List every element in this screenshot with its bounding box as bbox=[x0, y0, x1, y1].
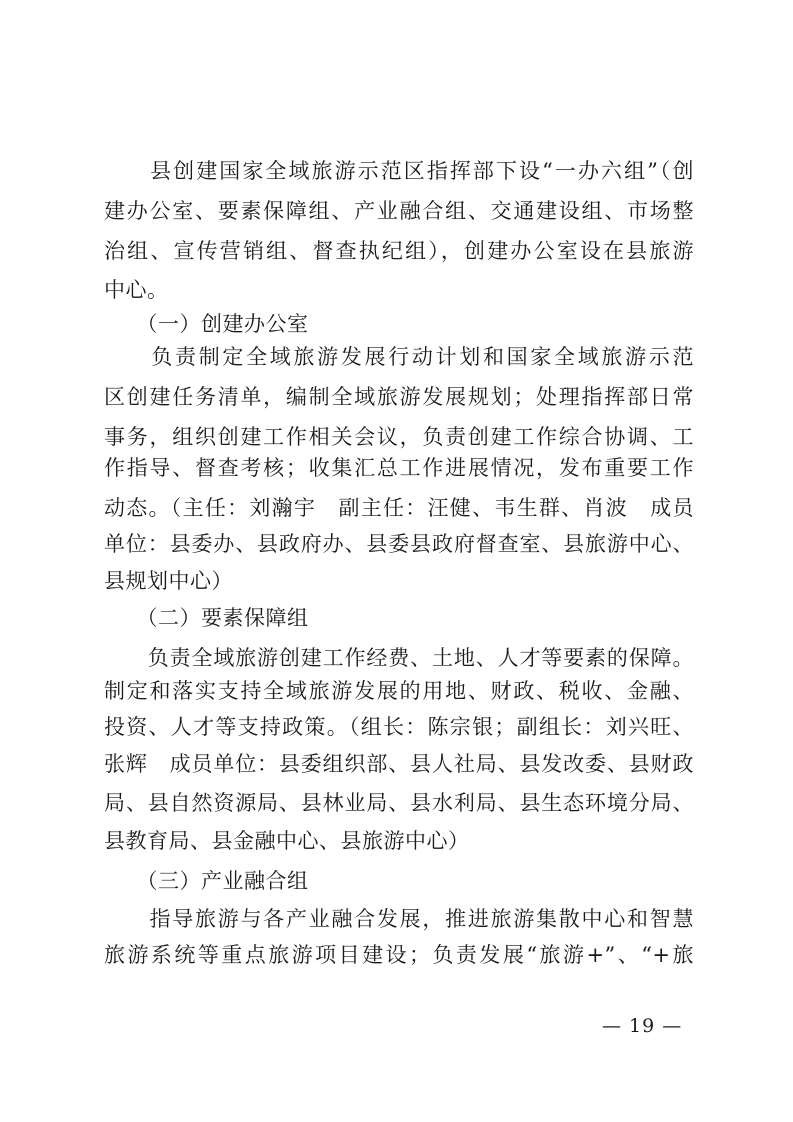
section-heading-1: （一）创建办公室 bbox=[104, 312, 309, 336]
page-number: — 19 — bbox=[602, 1015, 683, 1037]
text-line-18: 局、县自然资源局、县林业局、县水利局、县生态环境分局、 bbox=[104, 791, 694, 815]
text-line-8: 事务，组织创建工作相关会议，负责创建工作综合协调、工 bbox=[104, 425, 694, 449]
text-line-9: 作指导、督查考核；收集汇总工作进展情况，发布重要工作 bbox=[104, 456, 694, 480]
section-heading-3: （三）产业融合组 bbox=[104, 869, 309, 893]
text-line-2: 建办公室、要素保障组、产业融合组、交通建设组、市场整 bbox=[104, 199, 694, 223]
text-line-7: 区创建任务清单，编制全域旅游发展规划；处理指挥部日常 bbox=[104, 385, 694, 409]
text-line-1: 县创建国家全域旅游示范区指挥部下设“一办六组”（创 bbox=[104, 159, 694, 183]
text-line-4: 中心。 bbox=[104, 278, 169, 302]
text-line-15: 制定和落实支持全域旅游发展的用地、财政、税收、金融、 bbox=[104, 679, 694, 703]
text-line-12: 县规划中心） bbox=[104, 569, 233, 593]
section-heading-2: （二）要素保障组 bbox=[104, 606, 309, 630]
text-line-16: 投资、人才等支持政策。（组长：陈宗银；副组长：刘兴旺、 bbox=[104, 715, 694, 739]
text-line-21: 指导旅游与各产业融合发展，推进旅游集散中心和智慧 bbox=[104, 907, 694, 931]
text-line-22: 旅游系统等重点旅游项目建设；负责发展“旅游+”、“+旅 bbox=[104, 943, 694, 967]
text-line-6: 负责制定全域旅游发展行动计划和国家全域旅游示范 bbox=[104, 345, 694, 369]
text-line-19: 县教育局、县金融中心、县旅游中心） bbox=[104, 829, 470, 853]
text-line-14: 负责全域旅游创建工作经费、土地、人才等要素的保障。 bbox=[104, 646, 694, 670]
text-line-11: 单位：县委办、县政府办、县委县政府督查室、县旅游中心、 bbox=[104, 532, 694, 556]
text-line-3: 治组、宣传营销组、督查执纪组），创建办公室设在县旅游 bbox=[104, 239, 694, 263]
text-line-10: 动态。（主任：刘瀚宇 副主任：汪健、韦生群、肖波 成员 bbox=[104, 496, 694, 520]
text-line-17: 张辉 成员单位：县委组织部、县人社局、县发改委、县财政 bbox=[104, 752, 694, 776]
